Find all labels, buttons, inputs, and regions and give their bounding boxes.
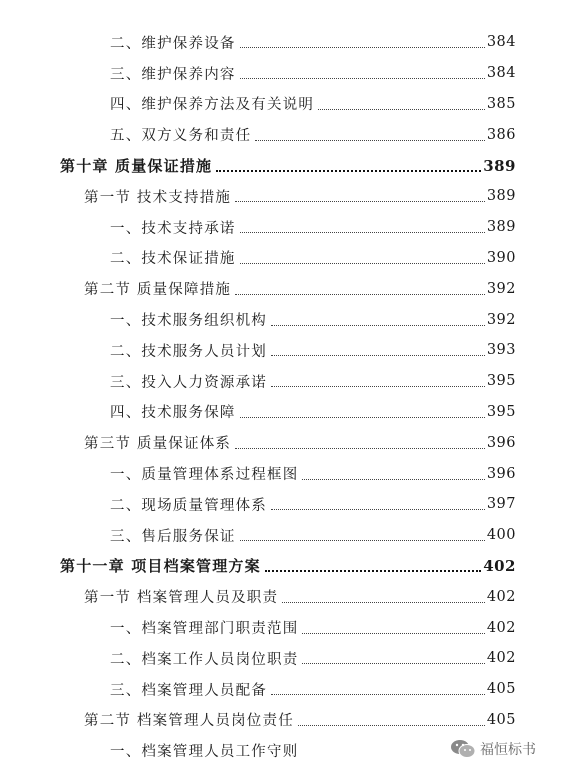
toc-row[interactable] [0, 520, 566, 551]
toc-page-number: 397 [486, 496, 516, 513]
toc-row[interactable] [0, 397, 566, 428]
toc-page-number: 400 [486, 527, 516, 544]
toc-page-number: 405 [486, 711, 516, 728]
leader-dots [302, 632, 484, 634]
watermark [450, 739, 536, 759]
leader-dots [235, 293, 485, 295]
leader-dots [216, 169, 481, 172]
toc-page-number: 390 [486, 249, 516, 266]
leader-dots [240, 539, 485, 541]
leader-dots [271, 324, 485, 326]
toc-page-number: 402 [486, 588, 516, 605]
toc-label: 第三节 质量保证体系 [84, 436, 232, 453]
toc-label: 一、档案管理部门职责范围 [110, 621, 299, 638]
toc-label: 第一节 档案管理人员及职责 [84, 590, 279, 607]
toc-row[interactable] [0, 181, 566, 212]
toc-row[interactable] [0, 273, 566, 304]
leader-dots [240, 46, 485, 48]
toc-label: 四、技术服务保障 [110, 405, 236, 422]
leader-dots [235, 200, 485, 202]
toc-page-number: 384 [486, 65, 516, 82]
leader-dots [282, 601, 485, 603]
toc-page-number: 392 [486, 311, 516, 328]
toc-label: 一、质量管理体系过程框图 [110, 467, 299, 484]
leader-dots [235, 447, 485, 449]
leader-dots [271, 508, 485, 510]
toc-label: 一、技术支持承诺 [110, 220, 236, 237]
leader-dots [302, 478, 484, 480]
toc-label: 第二节 档案管理人员岗位责任 [84, 713, 294, 730]
toc-row[interactable] [0, 304, 566, 335]
toc-label: 二、技术保证措施 [110, 251, 236, 268]
toc-page-number: 393 [486, 342, 516, 359]
toc-row[interactable] [0, 58, 566, 89]
toc-row[interactable] [0, 551, 566, 582]
toc-row[interactable] [0, 643, 566, 674]
leader-dots [240, 77, 485, 79]
wechat-icon [450, 739, 476, 759]
toc-row[interactable] [0, 427, 566, 458]
leader-dots [265, 569, 481, 572]
toc-label: 二、维护保养设备 [110, 35, 236, 52]
toc-row[interactable] [0, 27, 566, 58]
toc-page-number: 389 [486, 188, 516, 205]
toc-label: 第二节 质量保障措施 [84, 282, 232, 299]
toc-row[interactable] [0, 674, 566, 705]
toc-page-number: 392 [486, 280, 516, 297]
toc-label: 二、技术服务人员计划 [110, 343, 267, 360]
watermark-text: 福恒标书 [480, 742, 536, 758]
table-of-contents [0, 27, 566, 766]
toc-page-number: 402 [486, 650, 516, 667]
toc-page-number: 396 [486, 434, 516, 451]
toc-row[interactable] [0, 89, 566, 120]
toc-row[interactable] [0, 366, 566, 397]
toc-page-number: 384 [486, 34, 516, 51]
toc-row[interactable] [0, 705, 566, 736]
leader-dots [240, 231, 485, 233]
toc-page-number: 395 [486, 373, 516, 390]
toc-page-number: 386 [486, 126, 516, 143]
leader-dots [302, 662, 484, 664]
toc-page-number: 385 [486, 95, 516, 112]
toc-page-number: 402 [483, 556, 516, 575]
toc-label: 三、投入人力资源承诺 [110, 374, 267, 391]
leader-dots [318, 108, 485, 110]
leader-dots [255, 139, 485, 141]
toc-row[interactable] [0, 335, 566, 366]
toc-label: 三、售后服务保证 [110, 528, 236, 545]
leader-dots [271, 385, 485, 387]
toc-row[interactable] [0, 458, 566, 489]
toc-row[interactable] [0, 612, 566, 643]
toc-label: 第十章 质量保证措施 [60, 157, 213, 176]
toc-label: 二、现场质量管理体系 [110, 497, 267, 514]
toc-label: 二、档案工作人员岗位职责 [110, 651, 299, 668]
leader-dots [271, 693, 485, 695]
toc-row[interactable] [0, 212, 566, 243]
toc-row[interactable] [0, 243, 566, 274]
toc-row[interactable] [0, 119, 566, 150]
toc-page-number: 396 [486, 465, 516, 482]
toc-page-number: 389 [483, 156, 516, 175]
toc-label: 五、双方义务和责任 [110, 128, 252, 145]
toc-label: 一、档案管理人员工作守则 [110, 744, 299, 761]
toc-row[interactable] [0, 150, 566, 181]
toc-page-number: 389 [486, 219, 516, 236]
leader-dots [240, 262, 485, 264]
toc-label: 第十一章 项目档案管理方案 [60, 557, 261, 576]
toc-row[interactable] [0, 581, 566, 612]
toc-label: 第一节 技术支持措施 [84, 189, 232, 206]
leader-dots [240, 416, 485, 418]
toc-label: 一、技术服务组织机构 [110, 313, 267, 330]
toc-label: 三、档案管理人员配备 [110, 682, 267, 699]
leader-dots [298, 724, 485, 726]
toc-page-number: 405 [486, 681, 516, 698]
toc-label: 三、维护保养内容 [110, 66, 236, 83]
toc-row[interactable] [0, 489, 566, 520]
leader-dots [271, 354, 485, 356]
toc-page-number: 402 [486, 619, 516, 636]
toc-label: 四、维护保养方法及有关说明 [110, 97, 315, 114]
toc-page-number: 395 [486, 403, 516, 420]
